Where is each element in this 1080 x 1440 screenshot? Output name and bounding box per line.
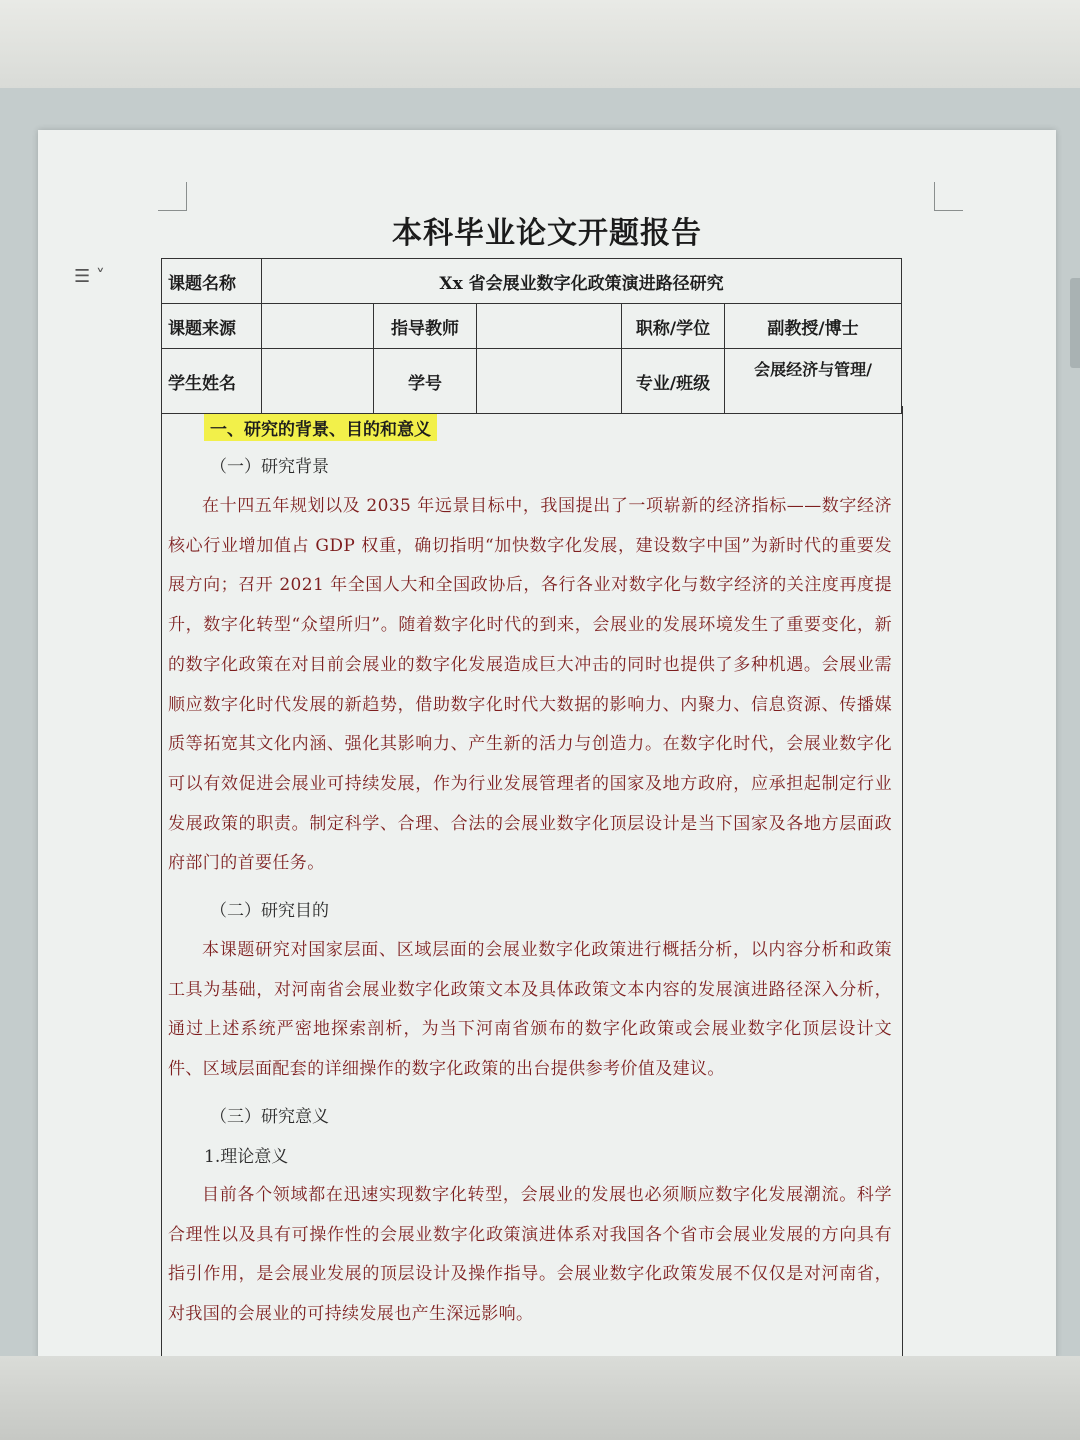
- subheading-background[interactable]: （一）研究背景: [210, 457, 329, 477]
- id-value[interactable]: [477, 349, 622, 414]
- major-label: 专业/班级: [622, 349, 725, 414]
- paragraph-background[interactable]: 在十四五年规划以及 2035 年远景目标中，我国提出了一项崭新的经济指标——数字经济核心行业增加值占 GDP 权重，确切指明“加快数字化发展，建设数字中国”为新时代的重要发展方向；召开 2021 年全国人大和全国政协后，各行各业对数字化与数字经济的关注度再度提升，数字化转型“众望所归”。随着数字化时代的到来，会展业的发展环境发生了重要变化，新的数字化政策在对目前会展业的数字化发展造成巨大冲击的同时也提供了多种机遇。会展业需顺应数字化时代发展的新趋势，借助数字化时代大数据的影响力、内聚力、信息资源、传播媒质等拓宽其文化内涵、强化其影响力、产生新的活力与创造力。在数字化时代，会展业数字化可以有效促进会展业可持续发展，作为行业发展管理者的国家及地方政府，应承担起制定行业发展政策的职责。制定科学、合理、合法的会展业数字化顶层设计是当下国家及各地方层面政府部门的首要任务。: [168, 496, 892, 874]
- side-panel-tab[interactable]: [1070, 278, 1080, 368]
- monitor-bezel-bottom: [0, 1356, 1080, 1440]
- topic-value[interactable]: Xx 省会展业数字化政策演进路径研究: [262, 259, 902, 304]
- paragraph-purpose[interactable]: 本课题研究对国家层面、区域层面的会展业数字化政策进行概括分析，以内容分析和政策工具为基础，对河南省会展业数字化政策文本及具体政策文本内容的发展演进路径深入分析，通过上述系统严密地探索剖析，为当下河南省颁布的数字化政策或会展业数字化顶层设计文件、区域层面配套的详细操作的数字化政策的出台提供参考价值及建议。: [168, 940, 892, 1080]
- info-table: [161, 258, 902, 414]
- rank-label: 职称/学位: [622, 304, 725, 349]
- section-heading[interactable]: 一、研究的背景、目的和意义: [204, 414, 437, 441]
- subheading-significance[interactable]: （三）研究意义: [210, 1107, 329, 1127]
- major-value[interactable]: 会展经济与管理/: [725, 349, 902, 414]
- topic-label: 课题名称: [162, 259, 262, 304]
- id-label: 学号: [374, 349, 477, 414]
- margin-corner-mark: [934, 182, 963, 211]
- advisor-value[interactable]: [477, 304, 622, 349]
- rank-value[interactable]: 副教授/博士: [725, 304, 902, 349]
- subheading-purpose[interactable]: （二）研究目的: [210, 901, 329, 921]
- document-page: [38, 130, 1056, 1360]
- student-value[interactable]: [262, 349, 374, 414]
- source-label: 课题来源: [162, 304, 262, 349]
- student-label: 学生姓名: [162, 349, 262, 414]
- paragraph-theory[interactable]: 目前各个领域都在迅速实现数字化转型，会展业的发展也必须顺应数字化发展潮流。科学合理性以及具有可操作性的会展业数字化政策演进体系对我国各个省市会展业发展的方向具有指引作用，是会展业发展的顶层设计及操作指导。会展业数字化政策发展不仅仅是对河南省，对我国的会展业的可持续发展也产生深远影响。: [168, 1185, 892, 1325]
- monitor-bezel-top: [0, 0, 1080, 88]
- subheading-theory[interactable]: 1.理论意义: [204, 1147, 289, 1167]
- source-value[interactable]: [262, 304, 374, 349]
- document-title: 本科毕业论文开题报告: [392, 216, 702, 251]
- advisor-label: 指导教师: [374, 304, 477, 349]
- outline-icon[interactable]: ☰ ˅: [74, 266, 105, 287]
- margin-corner-mark: [158, 182, 187, 211]
